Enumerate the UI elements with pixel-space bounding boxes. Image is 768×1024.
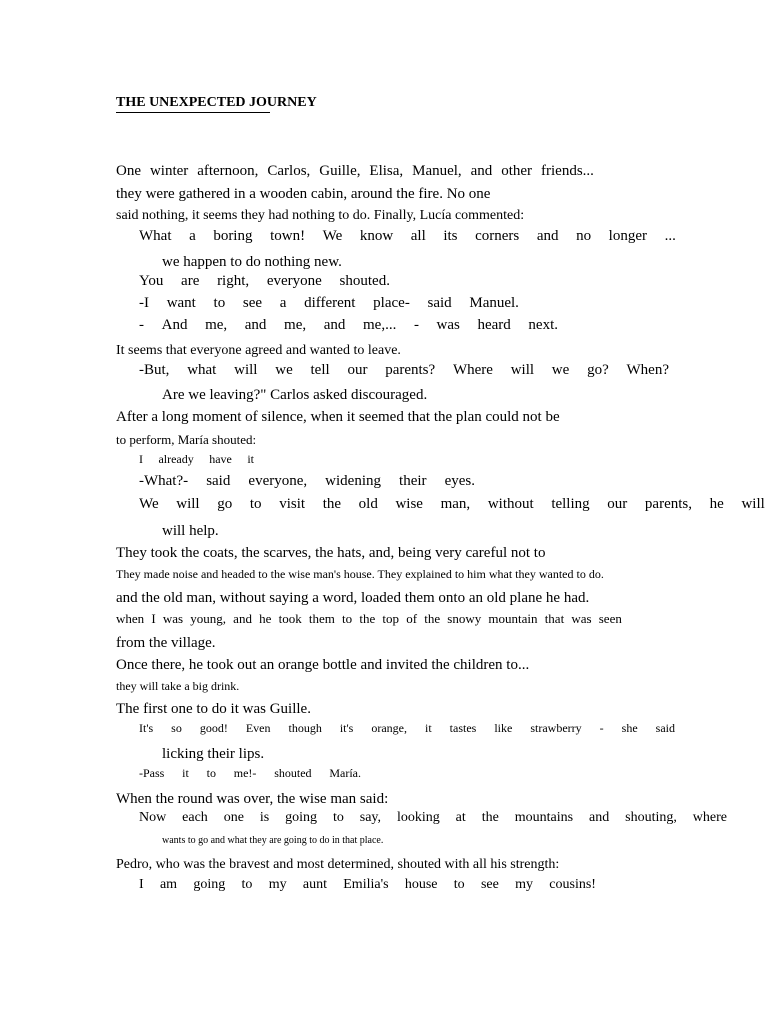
word: Where xyxy=(452,362,493,378)
word: was xyxy=(162,611,184,626)
word: have xyxy=(209,452,232,466)
word: say, xyxy=(359,810,382,825)
word: of xyxy=(406,611,418,626)
word: will xyxy=(234,362,258,378)
story-line: After a long moment of silence, when it seemed that the plan could not be xyxy=(116,409,560,425)
story-line: from the village. xyxy=(116,635,216,651)
word: a xyxy=(189,228,196,244)
word: to xyxy=(453,877,465,892)
word: it's xyxy=(339,721,354,735)
story-line xyxy=(139,318,558,333)
story-line xyxy=(139,474,475,489)
story-line: When the round was over, the wise man said: xyxy=(116,791,389,807)
story-line: They made noise and headed to the wise man's house. They explained to him what they wanted to do. xyxy=(116,567,604,581)
title-underline xyxy=(116,112,270,113)
word: my xyxy=(515,877,534,892)
word: right, xyxy=(217,273,250,289)
word: one xyxy=(223,810,244,825)
word: I xyxy=(139,877,144,892)
word: a xyxy=(279,295,287,311)
word: Emilia's xyxy=(343,877,389,892)
word: though xyxy=(288,721,322,735)
story-line xyxy=(139,363,669,378)
story-line: wants to go and what they are going to do in that place. xyxy=(162,835,384,846)
word: it xyxy=(182,766,189,780)
word: he xyxy=(709,496,724,512)
word: its xyxy=(443,228,458,244)
word: it xyxy=(425,721,432,735)
word: -Pass xyxy=(139,766,165,780)
word: and xyxy=(536,228,559,244)
story-line: Are we leaving?" Carlos asked discouraged. xyxy=(162,387,428,403)
story-line xyxy=(139,274,390,289)
word: tastes xyxy=(449,721,477,735)
word: the xyxy=(481,810,499,825)
word: and xyxy=(244,317,267,333)
story-line: They took the coats, the scarves, the hats, and, being very careful not to xyxy=(116,545,546,561)
word: snowy xyxy=(447,611,482,626)
word: parents? xyxy=(385,362,436,378)
word: said xyxy=(427,295,452,311)
story-line xyxy=(139,767,361,779)
word: man, xyxy=(440,496,471,512)
story-line xyxy=(139,722,675,734)
word: their xyxy=(399,473,427,489)
story-line xyxy=(139,453,254,465)
word: shouting, xyxy=(625,810,677,825)
story-line xyxy=(139,296,519,311)
word: Manuel. xyxy=(469,295,519,311)
word: I xyxy=(151,611,156,626)
word: What xyxy=(139,228,172,244)
word: shouted. xyxy=(339,273,390,289)
word: me, xyxy=(284,317,307,333)
word: visit xyxy=(279,496,306,512)
word: We xyxy=(322,228,343,244)
word: -But, xyxy=(139,362,170,378)
word: mountains xyxy=(514,810,574,825)
word: Manuel, xyxy=(412,163,462,179)
word: that xyxy=(544,611,565,626)
word: want xyxy=(166,295,196,311)
word: It's xyxy=(139,721,154,735)
word: and xyxy=(323,317,346,333)
word: to xyxy=(213,295,226,311)
word: the xyxy=(424,611,441,626)
story-line: The first one to do it was Guille. xyxy=(116,701,311,717)
word: each xyxy=(182,810,208,825)
word: she xyxy=(621,721,638,735)
word: so xyxy=(171,721,182,735)
word: to xyxy=(342,611,353,626)
story-line: licking their lips. xyxy=(162,746,265,762)
word: We xyxy=(139,496,159,512)
word: parents, xyxy=(644,496,692,512)
word: Carlos, xyxy=(267,163,311,179)
word: go xyxy=(217,496,233,512)
story-line: said nothing, it seems they had nothing to do. Finally, Lucía commented: xyxy=(116,208,525,223)
word: town! xyxy=(270,228,306,244)
word: our xyxy=(607,496,628,512)
story-line: will help. xyxy=(162,523,219,539)
word: to xyxy=(332,810,344,825)
word: everyone xyxy=(266,273,322,289)
story-line xyxy=(139,229,676,244)
word: cousins! xyxy=(549,877,596,892)
word: seen xyxy=(598,611,622,626)
word: at xyxy=(455,810,466,825)
word: I xyxy=(139,452,143,466)
word: longer xyxy=(608,228,647,244)
story-line: and the old man, without saying a word, loaded them onto an old plane he had. xyxy=(116,590,590,606)
story-line xyxy=(139,811,727,825)
word: was xyxy=(571,611,592,626)
word: strawberry xyxy=(530,721,582,735)
word: and xyxy=(233,611,252,626)
word: them xyxy=(308,611,335,626)
story-line: we happen to do nothing new. xyxy=(162,254,342,270)
word: when xyxy=(116,611,145,626)
word: to xyxy=(249,496,262,512)
word: the xyxy=(322,496,342,512)
word: will xyxy=(510,362,535,378)
word: our xyxy=(347,362,368,378)
word: my xyxy=(268,877,287,892)
word: said xyxy=(206,473,231,489)
word: to xyxy=(206,766,216,780)
story-line: Once there, he took out an orange bottle and invited the children to... xyxy=(116,657,530,673)
word: it xyxy=(247,452,254,466)
word: we xyxy=(551,362,570,378)
word: going xyxy=(193,877,226,892)
word: heard xyxy=(477,317,511,333)
word: widening xyxy=(325,473,381,489)
story-line: to perform, María shouted: xyxy=(116,432,257,447)
word: was xyxy=(436,317,460,333)
word: go? xyxy=(587,362,609,378)
word: One xyxy=(116,163,141,179)
word: You xyxy=(139,273,164,289)
word: house xyxy=(404,877,438,892)
word: me,... xyxy=(363,317,397,333)
word: we xyxy=(275,362,293,378)
word: When? xyxy=(626,362,669,378)
word: good! xyxy=(199,721,228,735)
word: is xyxy=(259,810,270,825)
word: old xyxy=(358,496,378,512)
word: - xyxy=(413,317,419,333)
word: shouted xyxy=(274,766,312,780)
word: young, xyxy=(190,611,226,626)
story-line: they were gathered in a wooden cabin, around the fire. No one xyxy=(116,186,491,202)
word: all xyxy=(410,228,426,244)
word: winter xyxy=(149,163,189,179)
word: - xyxy=(599,721,604,735)
word: see xyxy=(242,295,263,311)
word: Elisa, xyxy=(369,163,404,179)
word: friends... xyxy=(541,163,594,179)
story-line xyxy=(139,878,596,892)
word: - xyxy=(139,317,144,333)
word: boring xyxy=(213,228,253,244)
word: Guille, xyxy=(319,163,361,179)
word: going xyxy=(285,810,318,825)
story-line xyxy=(116,612,622,625)
word: -What?- xyxy=(139,473,189,489)
word: wise xyxy=(395,496,423,512)
word: the xyxy=(359,611,376,626)
word: And xyxy=(161,317,188,333)
word: María. xyxy=(329,766,361,780)
story-line xyxy=(139,497,765,512)
word: took xyxy=(278,611,302,626)
word: Even xyxy=(245,721,271,735)
word: top xyxy=(382,611,400,626)
word: eyes. xyxy=(444,473,475,489)
word: no xyxy=(576,228,592,244)
word: without xyxy=(487,496,534,512)
word: am xyxy=(159,877,178,892)
story-line xyxy=(116,164,594,179)
story-line: It seems that everyone agreed and wanted to leave. xyxy=(116,343,401,358)
word: me!- xyxy=(233,766,257,780)
word: will xyxy=(741,496,765,512)
word: everyone, xyxy=(248,473,308,489)
word: ... xyxy=(664,228,676,244)
word: know xyxy=(359,228,394,244)
word: are xyxy=(181,273,200,289)
word: to xyxy=(241,877,253,892)
word: next. xyxy=(528,317,558,333)
word: he xyxy=(259,611,272,626)
word: corners xyxy=(475,228,520,244)
word: where xyxy=(692,810,727,825)
word: me, xyxy=(205,317,228,333)
word: telling xyxy=(551,496,590,512)
word: -I xyxy=(139,295,149,311)
word: tell xyxy=(310,362,330,378)
word: see xyxy=(480,877,499,892)
word: and xyxy=(588,810,610,825)
word: different xyxy=(304,295,356,311)
story-line: they will take a big drink. xyxy=(116,679,240,693)
word: Now xyxy=(139,810,167,825)
document-title: THE UNEXPECTED JOURNEY xyxy=(116,95,317,110)
story-line: Pedro, who was the bravest and most determined, shouted with all his strength: xyxy=(116,857,560,872)
word: mountain xyxy=(488,611,538,626)
word: orange, xyxy=(371,721,407,735)
word: what xyxy=(187,362,217,378)
word: other xyxy=(501,163,533,179)
word: will xyxy=(176,496,200,512)
word: afternoon, xyxy=(197,163,259,179)
word: looking xyxy=(396,810,440,825)
word: like xyxy=(494,721,513,735)
word: place- xyxy=(373,295,410,311)
word: aunt xyxy=(302,877,327,892)
word: said xyxy=(655,721,675,735)
word: and xyxy=(470,163,493,179)
word: already xyxy=(158,452,194,466)
